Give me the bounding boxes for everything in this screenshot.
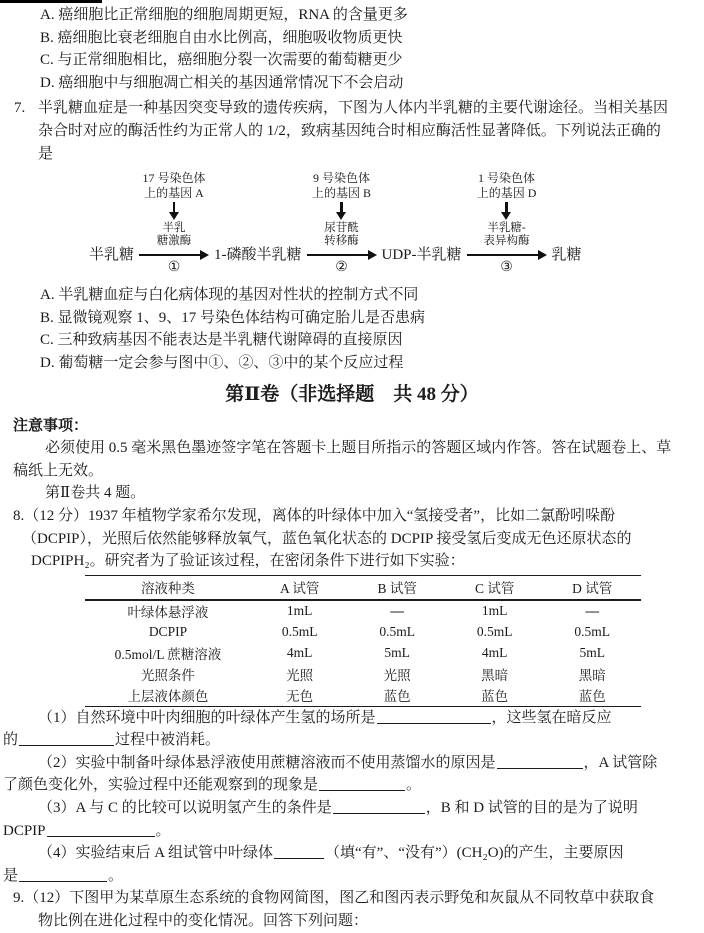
table-cell: 上层液体颜色 [127, 689, 209, 705]
text-run: （填“有”、“没有”）(CH₂O)的产生，主要原因 [325, 845, 624, 862]
text-run: （4）实验结束后 A 组试管中叶绿体 [38, 845, 274, 862]
q8-sub4-line-2 [3, 865, 704, 888]
answer-blank [274, 844, 324, 859]
q7-option-a: A. 半乳糖血症与白化病体现的基因对性状的控制方式不同 [40, 287, 419, 304]
table-cell: 无色 [286, 689, 314, 705]
table-header-cell: A 试管 [251, 575, 349, 600]
text-run: 。 [108, 867, 124, 884]
text-run: ，A 试管除 [583, 754, 658, 771]
text-run: ，B 和 D 试管的目的是为了说明 [425, 800, 638, 817]
q8-sub2-line-2 [3, 774, 704, 797]
pathway-step-3 [467, 171, 547, 276]
table-cell: 黑暗 [578, 668, 606, 684]
table-cell: 蓝色 [383, 689, 411, 705]
gene-label-a-line1: 17 号染色体 [142, 171, 206, 186]
table-cell: 1mL [481, 603, 508, 619]
down-arrow-icon [168, 202, 180, 220]
down-arrow-icon [501, 202, 513, 220]
answer-blank [19, 867, 107, 882]
q8-sub1-line-1 [38, 707, 704, 730]
text-run: （2）实验中制备叶绿体悬浮液使用蔗糖溶液而不使用蒸馏水的原因是 [38, 754, 496, 771]
text-run: 过程中被消耗。 [115, 732, 221, 749]
enzyme-label-3-line2: 表异构酶 [483, 235, 530, 248]
answer-blank [19, 731, 114, 746]
q9-stem-line-2: 物比例在进化过程中的变化情况。回答下列问题： [38, 913, 369, 930]
table-cell: 光照条件 [140, 668, 195, 684]
text-run: 。 [155, 822, 171, 839]
table-cell: 1mL [286, 603, 313, 619]
q6-option-b: B. 癌细胞比衰老细胞自由水比例高，细胞吸收物质更快 [40, 29, 403, 46]
q8-stem-line-2: （DCPIP），光照后依然能够释放氧气，蓝色氧化状态的 DCPIP 接受氢后变成无色还原状态的 [22, 530, 632, 547]
enzyme-label-3-line1: 半乳糖- [487, 222, 526, 235]
q8-sub4-line-1 [38, 842, 704, 865]
experiment-table [85, 575, 641, 707]
pathway-step-1 [139, 171, 209, 276]
table-header-cell: B 试管 [348, 575, 446, 600]
substance-galactose-1-phosphate: 1-磷酸半乳糖 [214, 247, 302, 264]
substance-udp-galactose: UDP-半乳糖 [381, 247, 462, 264]
down-arrow-icon [336, 202, 348, 220]
q7-stem [14, 97, 704, 165]
answer-blank [497, 754, 583, 769]
enzyme-label-1-line1: 半乳 [162, 222, 186, 235]
text-run: 了颜色变化外，实验过程中还能观察到的现象是 [3, 777, 319, 794]
notice-line-3: 第Ⅱ卷共 4 题。 [45, 485, 146, 502]
step-number-3: ③ [500, 260, 513, 276]
table-cell: — [390, 603, 404, 619]
table-header-cell: 溶液种类 [85, 575, 251, 600]
enzyme-label-2-line2: 转移酶 [324, 235, 359, 248]
enzyme-label-1-line2: 糖激酶 [156, 235, 192, 248]
table-header-cell: D 试管 [543, 575, 641, 600]
table-cell: 0.5mL [281, 624, 318, 640]
q8-stem-line-3: DCPIPH₂。研究者为了验证该过程，在密闭条件下进行如下实验： [31, 553, 465, 570]
q7-metabolic-pathway-diagram [86, 171, 704, 276]
table-cell: 0.5mL [574, 624, 611, 640]
gene-label-d-line2: 上的基因 D [476, 186, 537, 201]
section-2-title: 第Ⅱ卷（非选择题 共 48 分） [225, 383, 479, 405]
q7-number: 7. [14, 100, 26, 117]
gene-label-d-line1: 1 号染色体 [478, 171, 536, 186]
table-cell: 5mL [579, 645, 605, 661]
q8-stem-line-1: 8.（12 分）1937 年植物学家希尔发现，离体的叶绿体中加入“氢接受者”，比如二氯酚吲哚酚 [13, 507, 616, 524]
substance-galactose: 半乳糖 [89, 247, 135, 264]
step-number-1: ① [167, 260, 181, 276]
q8-sub1-line-2 [3, 729, 704, 752]
table-cell: 叶绿体悬浮液 [127, 605, 209, 621]
q7-option-d: D. 葡萄糖一定会参与图中①、②、③中的某个反应过程 [40, 354, 404, 371]
answer-blank [377, 709, 491, 724]
text-run: DCPIP [3, 822, 46, 839]
answer-blank [47, 822, 155, 837]
table-header-cell: C 试管 [446, 575, 544, 600]
table-cell: 光照 [383, 668, 411, 684]
q9-stem-line-1: 9.（12）下图甲为某草原生态系统的食物网简图，图乙和图丙表示野兔和灰鼠从不同牧草中获取食 [13, 890, 655, 907]
q8-sub3-line-2 [3, 820, 704, 843]
notice-line-2: 稿纸上无效。 [13, 462, 104, 479]
q6-option-c: C. 与正常细胞相比，癌细胞分裂一次需要的葡萄糖更少 [40, 52, 403, 69]
notice-line-1: 必须使用 0.5 毫米黑色墨迹签字笔在答题卡上题目所指示的答题区域内作答。答在试题卷上、草 [45, 440, 672, 457]
table-cell: 蓝色 [578, 689, 606, 705]
table-row [85, 643, 641, 664]
q7-stem-line-2: 杂合时对应的酶活性约为正常人的 1/2，致病基因纯合时相应酶活性显著降低。下列说法正确的 [38, 122, 661, 139]
step-number-2: ② [335, 260, 348, 276]
text-run: （1）自然环境中叶肉细胞的叶绿体产生氢的场所是 [38, 709, 376, 726]
table-cell: 黑暗 [481, 668, 509, 684]
text-run: 的 [3, 732, 19, 749]
q7-stem-line-3: 是 [38, 145, 54, 162]
right-arrow-icon [139, 249, 209, 260]
right-arrow-icon [307, 249, 377, 260]
scan-artifact-bar [0, 0, 102, 3]
enzyme-label-2-line1: 尿苷酰 [324, 222, 359, 235]
table-cell: 0.5mol/L 蔗糖溶液 [114, 647, 222, 663]
table-cell: — [585, 603, 599, 619]
text-run: （3）A 与 C 的比较可以说明氢产生的条件是 [38, 800, 332, 817]
text-run: ，这些氢在暗反应 [491, 709, 612, 726]
table-row [85, 685, 641, 707]
pathway-step-2 [307, 171, 377, 276]
answer-blank [333, 799, 425, 814]
table-row [85, 664, 641, 685]
table-cell: DCPIP [148, 624, 188, 640]
q7-stem-text-1: 半乳糖血症是一种基因突变导致的遗传疾病，下图为人体内半乳糖的主要代谢途径。当相关基因 [38, 100, 669, 117]
q7-option-c: C. 三种致病基因不能表达是半乳糖代谢障碍的直接原因 [40, 332, 403, 349]
table-row [85, 622, 641, 643]
table-cell: 光照 [286, 668, 314, 684]
table-row [85, 600, 641, 622]
q6-option-d: D. 癌细胞中与细胞凋亡相关的基因通常情况下不会启动 [40, 74, 404, 91]
answer-blank [319, 776, 405, 791]
text-run: 。 [406, 777, 422, 794]
q7-stem-line-1 [14, 97, 704, 120]
gene-label-b-line2: 上的基因 B [312, 186, 372, 201]
table-cell: 蓝色 [481, 689, 509, 705]
q6-option-a: A. 癌细胞比正常细胞的细胞周期更短，RNA 的含量更多 [40, 7, 408, 23]
table-cell: 0.5mL [379, 624, 415, 640]
q7-option-b: B. 显微镜观察 1、9、17 号染色体结构可确定胎儿是否患病 [40, 309, 426, 326]
table-cell: 5mL [384, 645, 410, 661]
q8-sub2-line-1 [38, 752, 704, 775]
table-cell: 4mL [481, 645, 508, 661]
table-cell: 4mL [286, 645, 313, 661]
table-cell: 0.5mL [476, 624, 513, 640]
right-arrow-icon [467, 249, 547, 260]
q8-sub3-line-1 [38, 797, 704, 820]
substance-lactose: 乳糖 [551, 247, 582, 264]
table-header-row [85, 575, 641, 600]
gene-label-b-line1: 9 号染色体 [313, 171, 371, 186]
notice-heading: 注意事项： [13, 417, 89, 434]
text-run: 是 [3, 867, 19, 884]
gene-label-a-line2: 上的基因 A [144, 186, 204, 201]
